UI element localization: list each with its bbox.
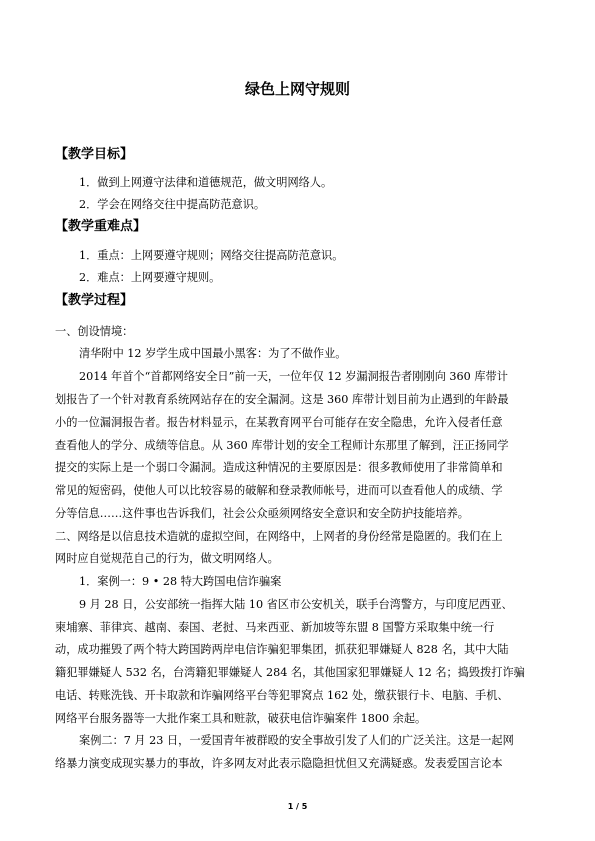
body-line: 提交的实际上是一个弱口令漏洞。造成这种情况的主要原因是：很多教师使用了非常简单和 [55, 461, 503, 474]
body-line: 小的一位漏洞报告者。报告材料显示，在某教育网平台可能存在安全隐患，允许入侵者任意 [55, 416, 503, 429]
body-line: 电话、转账洗钱、开卡取款和诈骗网络平台等犯罪窝点 162 处，缴获银行卡、电脑、手机、 [55, 689, 509, 702]
section-heading-key-points: 【教学重难点】 [55, 219, 147, 234]
key-point-item: 1．重点：上网要遵守规则；网络交往提高防范意识。 [79, 249, 344, 262]
body-line: 网络平台服务器等一大批作案工具和赃款，破获电信诈骗案件 1800 余起。 [55, 712, 427, 725]
body-line: 柬埔寨、菲律宾、越南、泰国、老挝、马来西亚、新加坡等东盟 8 国警方采取集中统一行 [55, 621, 495, 634]
body-line: 动，成功摧毁了两个特大跨国跨两岸电信诈骗犯罪集团，抓获犯罪嫌疑人 828 名，其中大陆 [55, 643, 509, 656]
body-line: 籍犯罪嫌疑人 532 名，台湾籍犯罪嫌疑人 284 名，其他国家犯罪嫌疑人 12 名；捣毁拨打诈骗 [55, 666, 525, 679]
goal-item: 1．做到上网遵守法律和道德规范，做文明网络人。 [79, 176, 333, 189]
body-line: 分等信息……这件事也告诉我们，社会公众亟须网络安全意识和安全防护技能培养。 [55, 507, 469, 520]
body-line: 2014 年首个“首都网络安全日”前一天，一位年仅 12 岁漏洞报告者刚刚向 360 库带计 [79, 370, 508, 383]
document-title: 绿色上网守规则 [244, 80, 350, 98]
page-number: 1 / 5 [287, 802, 308, 811]
body-line: 二、网络是以信息技术造就的虚拟空间，在网络中，上网者的身份经常是隐匿的。我们在上 [55, 530, 503, 543]
body-line: 划报告了一个针对教育系统网站存在的安全漏洞。这是 360 库带计划目前为止遇到的年龄最 [55, 393, 509, 406]
body-line: 案例二：7 月 23 日，一爱国青年被群殴的安全事故引发了人们的广泛关注。这是一起网 [79, 734, 514, 747]
section-heading-process: 【教学过程】 [55, 293, 134, 308]
body-line: 查看他人的学分、成绩等信息。从 360 库带计划的安全工程师计东那里了解到，汪正扬同学 [55, 439, 509, 452]
body-line: 络暴力演变成现实暴力的事故，许多网友对此表示隐隐担忧但又充满疑惑。发表爱国言论本 [55, 757, 503, 770]
body-line: 9 月 28 日，公安部统一指挥大陆 10 省区市公安机关，联手台湾警方，与印度尼西亚、 [79, 598, 513, 611]
body-line: 网时应自觉规范自己的行为，做文明网络人。 [55, 552, 279, 565]
body-line: 一、创设情境： [55, 325, 134, 338]
body-line: 常见的短密码，使他人可以比较容易的破解和登录教师帐号，进而可以查看他人的成绩、学 [55, 484, 503, 497]
goal-item: 2．学会在网络交往中提高防范意识。 [79, 198, 266, 211]
key-point-item: 2．难点：上网要遵守规则。 [79, 271, 221, 284]
section-heading-goals: 【教学目标】 [55, 147, 134, 162]
body-line: 1．案例一：9 • 28 特大跨国电信诈骗案 [79, 575, 282, 588]
body-line: 清华附中 12 岁学生成中国最小黑客：为了不做作业。 [79, 347, 347, 360]
